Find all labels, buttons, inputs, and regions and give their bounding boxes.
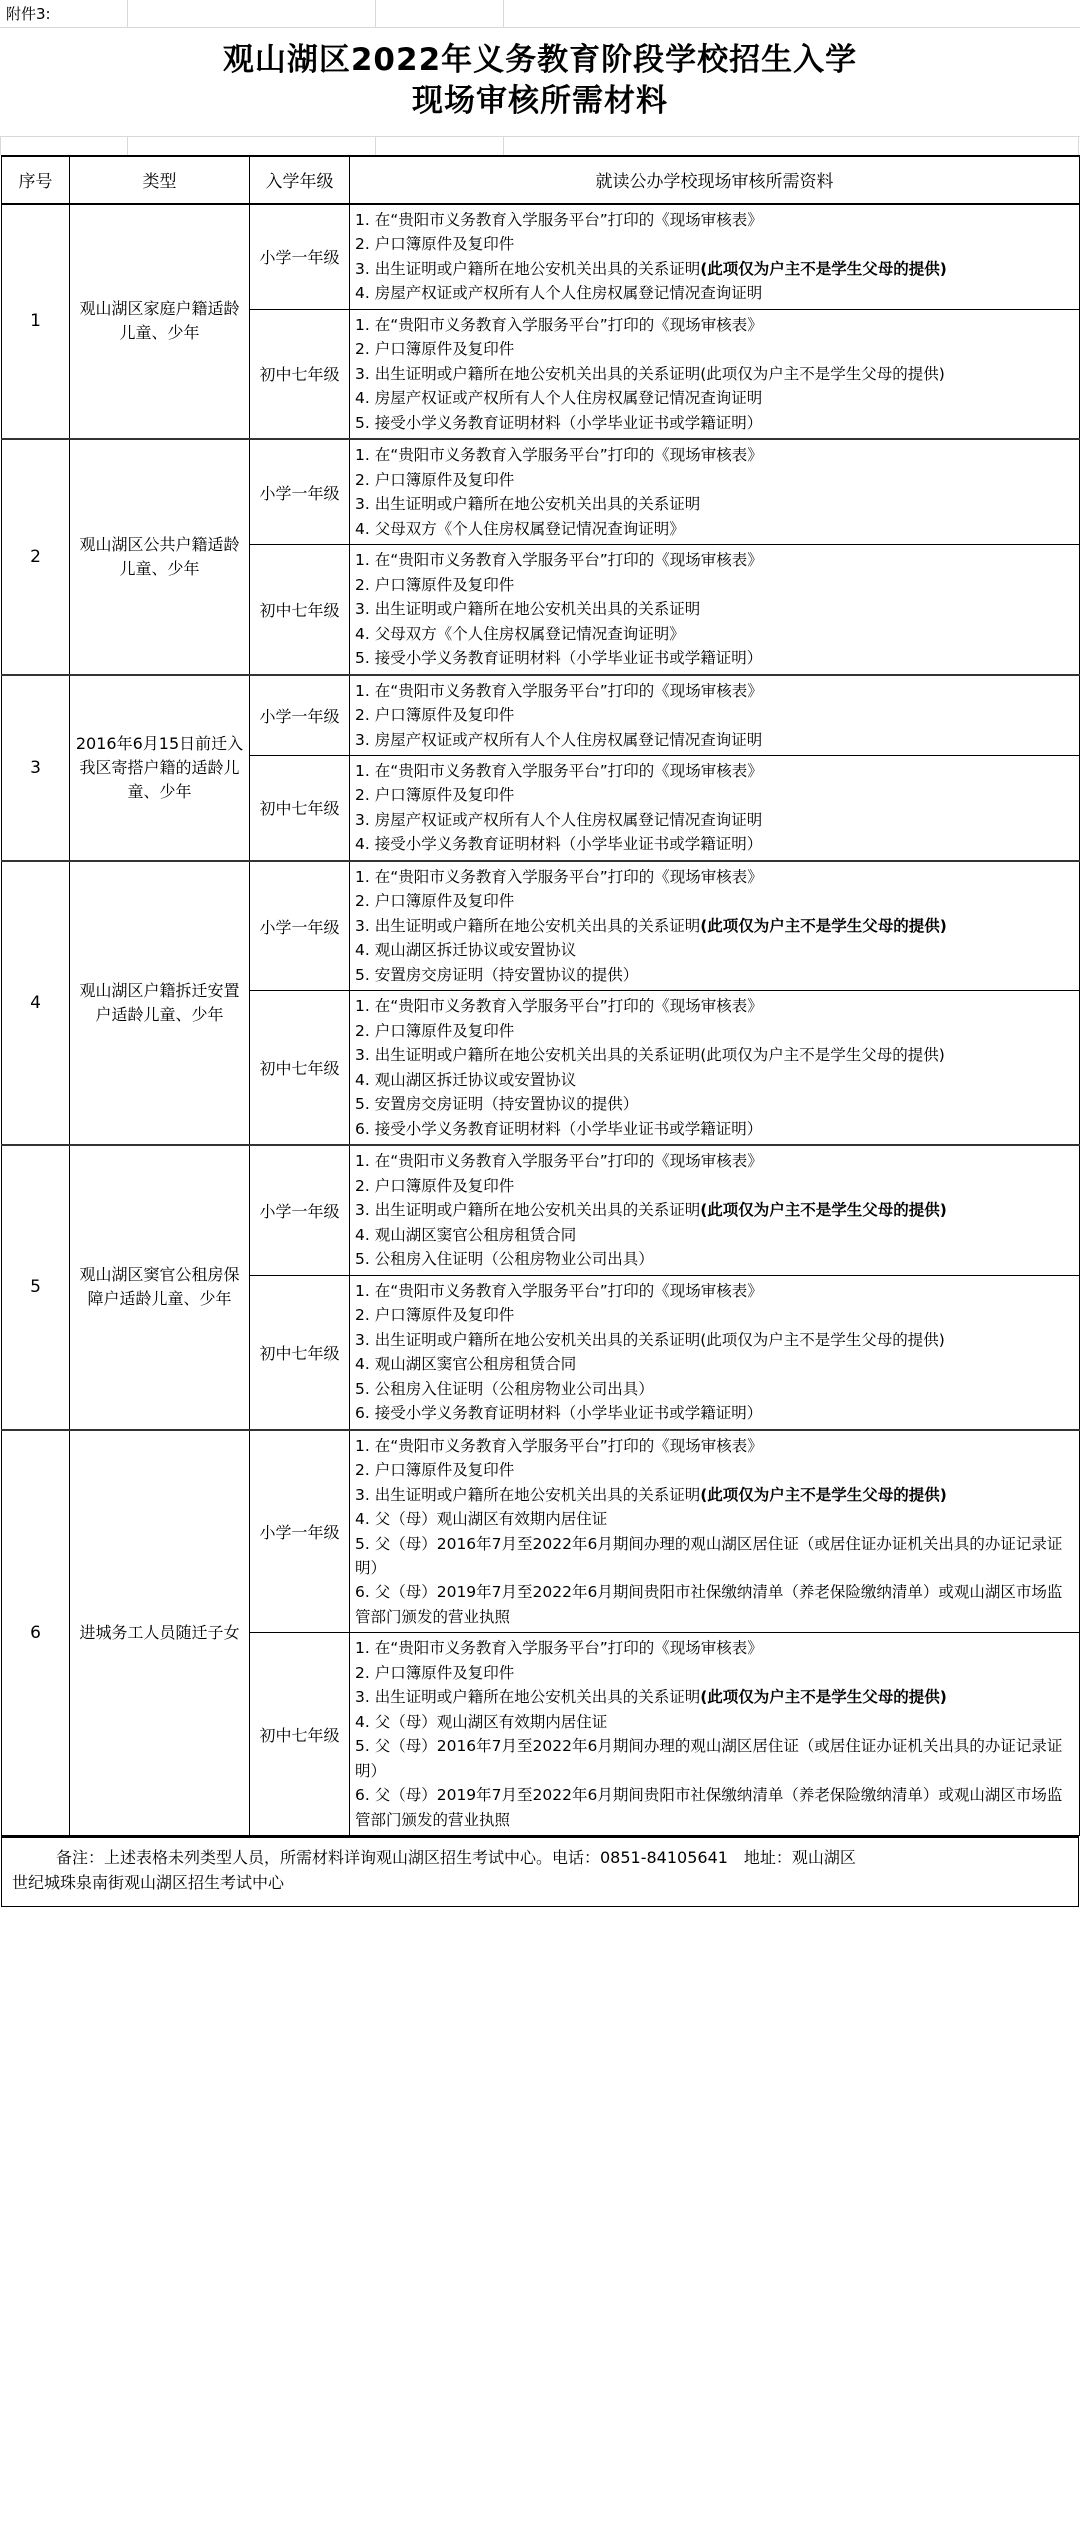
attachment-label: 附件3:: [0, 0, 128, 28]
row-type-cell: 观山湖区公共户籍适龄儿童、少年: [70, 439, 250, 674]
footer-note-line-2: 世纪城珠泉南街观山湖区招生考试中心: [12, 1873, 285, 1893]
material-item: 1. 在“贵阳市义务教育入学服务平台”打印的《现场审核表》: [355, 551, 763, 570]
material-item-emphasis: (此项仅为户主不是学生父母的提供): [700, 916, 947, 935]
materials-cell: [350, 675, 1080, 756]
material-item: 2. 户口簿原件及复印件: [355, 1176, 515, 1195]
col-header-no: 序号: [2, 156, 70, 204]
material-item: 6. 父（母）2019年7月至2022年6月期间贵阳市社保缴纳清单（养老保险缴纳清单）或观山湖区市场监管部门颁发的营业执照: [355, 1786, 1063, 1829]
material-item: 1. 在“贵阳市义务教育入学服务平台”打印的《现场审核表》: [355, 1152, 763, 1171]
material-item: 2. 户口簿原件及复印件: [355, 470, 515, 489]
materials-cell: [350, 309, 1080, 439]
materials-cell: [350, 1275, 1080, 1429]
table-row: [2, 439, 1080, 544]
material-item: 5. 接受小学义务教育证明材料（小学毕业证书或学籍证明）: [355, 413, 763, 432]
grade-cell: 初中七年级: [250, 1633, 350, 1836]
attachment-strip-cell-4: [504, 0, 1080, 28]
material-item: 3. 出生证明或户籍所在地公安机关出具的关系证明: [355, 495, 701, 514]
material-item: 1. 在“贵阳市义务教育入学服务平台”打印的《现场审核表》: [355, 210, 763, 229]
materials-cell: [350, 861, 1080, 991]
material-item: 6. 父（母）2019年7月至2022年6月期间贵阳市社保缴纳清单（养老保险缴纳清单）或观山湖区市场监管部门颁发的营业执照: [355, 1583, 1063, 1626]
grade-cell: 初中七年级: [250, 991, 350, 1145]
material-item: 3. 出生证明或户籍所在地公安机关出具的关系证明(此项仅为户主不是学生父母的提供): [355, 259, 947, 278]
material-item: 3. 出生证明或户籍所在地公安机关出具的关系证明(此项仅为户主不是学生父母的提供): [355, 1046, 945, 1065]
material-item: 5. 接受小学义务教育证明材料（小学毕业证书或学籍证明）: [355, 649, 763, 668]
material-item: 1. 在“贵阳市义务教育入学服务平台”打印的《现场审核表》: [355, 1281, 763, 1300]
material-item: 2. 户口簿原件及复印件: [355, 706, 515, 725]
spacer-cell-1: [0, 137, 128, 155]
row-number-cell: 6: [2, 1430, 70, 1836]
material-item: 3. 出生证明或户籍所在地公安机关出具的关系证明: [355, 600, 701, 619]
page-title-line-2: 现场审核所需材料: [412, 82, 668, 119]
page-title-line-1: 观山湖区2022年义务教育阶段学校招生入学: [222, 42, 858, 78]
material-item: 4. 父母双方《个人住房权属登记情况查询证明》: [355, 519, 685, 538]
row-number-cell: 4: [2, 861, 70, 1145]
row-type-cell: 进城务工人员随迁子女: [70, 1430, 250, 1836]
materials-cell: [350, 545, 1080, 675]
col-header-type: 类型: [70, 156, 250, 204]
row-number-cell: 3: [2, 675, 70, 861]
material-item: 2. 户口簿原件及复印件: [355, 892, 515, 911]
material-item: 4. 观山湖区拆迁协议或安置协议: [355, 941, 577, 960]
material-item: 5. 公租房入住证明（公租房物业公司出具）: [355, 1379, 654, 1398]
material-item: 2. 户口簿原件及复印件: [355, 786, 515, 805]
grade-cell: 小学一年级: [250, 1430, 350, 1633]
material-item: 6. 接受小学义务教育证明材料（小学毕业证书或学籍证明）: [355, 1404, 763, 1423]
material-item-emphasis: (此项仅为户主不是学生父母的提供): [700, 1201, 947, 1220]
page-title: [0, 28, 1080, 137]
material-item: 1. 在“贵阳市义务教育入学服务平台”打印的《现场审核表》: [355, 1639, 763, 1658]
table-row: [2, 1145, 1080, 1275]
attachment-strip-cell-3: [376, 0, 504, 28]
grade-cell: 初中七年级: [250, 545, 350, 675]
grade-cell: 小学一年级: [250, 439, 350, 544]
material-item: 1. 在“贵阳市义务教育入学服务平台”打印的《现场审核表》: [355, 997, 763, 1016]
row-type-cell: 观山湖区户籍拆迁安置户适龄儿童、少年: [70, 861, 250, 1145]
material-item-emphasis: (此项仅为户主不是学生父母的提供): [700, 1688, 947, 1707]
spacer-cell-3: [376, 137, 504, 155]
material-item: 5. 公租房入住证明（公租房物业公司出具）: [355, 1250, 654, 1269]
table-row: [2, 861, 1080, 991]
attachment-label-strip: [0, 0, 1080, 28]
material-item: 1. 在“贵阳市义务教育入学服务平台”打印的《现场审核表》: [355, 446, 763, 465]
materials-cell: [350, 439, 1080, 544]
material-item: 3. 出生证明或户籍所在地公安机关出具的关系证明(此项仅为户主不是学生父母的提供): [355, 364, 945, 383]
material-item: 3. 房屋产权证或产权所有人个人住房权属登记情况查询证明: [355, 810, 763, 829]
material-item: 5. 安置房交房证明（持安置协议的提供）: [355, 1095, 639, 1114]
grade-cell: 初中七年级: [250, 755, 350, 860]
row-type-cell: 观山湖区家庭户籍适龄儿童、少年: [70, 204, 250, 439]
material-item: 3. 房屋产权证或产权所有人个人住房权属登记情况查询证明: [355, 730, 763, 749]
materials-cell: [350, 1430, 1080, 1633]
material-item: 4. 房屋产权证或产权所有人个人住房权属登记情况查询证明: [355, 284, 763, 303]
material-item: 1. 在“贵阳市义务教育入学服务平台”打印的《现场审核表》: [355, 681, 763, 700]
materials-cell: [350, 991, 1080, 1145]
material-item: 3. 出生证明或户籍所在地公安机关出具的关系证明(此项仅为户主不是学生父母的提供): [355, 1330, 945, 1349]
materials-cell: [350, 1145, 1080, 1275]
material-item: 2. 户口簿原件及复印件: [355, 1021, 515, 1040]
material-item: 2. 户口簿原件及复印件: [355, 340, 515, 359]
material-item: 1. 在“贵阳市义务教育入学服务平台”打印的《现场审核表》: [355, 867, 763, 886]
materials-cell: [350, 204, 1080, 309]
material-item: 3. 出生证明或户籍所在地公安机关出具的关系证明(此项仅为户主不是学生父母的提供): [355, 1485, 947, 1504]
material-item: 4. 观山湖区窦官公租房租赁合同: [355, 1225, 577, 1244]
grade-cell: 小学一年级: [250, 204, 350, 309]
row-type-cell: 观山湖区窦官公租房保障户适龄儿童、少年: [70, 1145, 250, 1429]
material-item: 4. 父（母）观山湖区有效期内居住证: [355, 1510, 608, 1529]
material-item: 4. 接受小学义务教育证明材料（小学毕业证书或学籍证明）: [355, 835, 763, 854]
material-item: 2. 户口簿原件及复印件: [355, 235, 515, 254]
spacer-cell-2: [128, 137, 376, 155]
material-item: 4. 观山湖区窦官公租房租赁合同: [355, 1355, 577, 1374]
grade-cell: 小学一年级: [250, 675, 350, 756]
material-item: 4. 父母双方《个人住房权属登记情况查询证明》: [355, 624, 685, 643]
materials-cell: [350, 755, 1080, 860]
title-spacer-strip: [0, 137, 1080, 155]
table-row: [2, 675, 1080, 756]
grade-cell: 初中七年级: [250, 1275, 350, 1429]
material-item: 3. 出生证明或户籍所在地公安机关出具的关系证明(此项仅为户主不是学生父母的提供): [355, 916, 947, 935]
material-item: 5. 安置房交房证明（持安置协议的提供）: [355, 965, 639, 984]
grade-cell: 小学一年级: [250, 861, 350, 991]
col-header-materials: 就读公办学校现场审核所需资料: [350, 156, 1080, 204]
material-item: 5. 父（母）2016年7月至2022年6月期间办理的观山湖区居住证（或居住证办证机关出具的办证记录证明）: [355, 1534, 1063, 1577]
row-number-cell: 1: [2, 204, 70, 439]
grade-cell: 初中七年级: [250, 309, 350, 439]
materials-cell: [350, 1633, 1080, 1836]
table-body: [2, 204, 1080, 1836]
material-item: 1. 在“贵阳市义务教育入学服务平台”打印的《现场审核表》: [355, 761, 763, 780]
material-item: 4. 房屋产权证或产权所有人个人住房权属登记情况查询证明: [355, 389, 763, 408]
material-item: 2. 户口簿原件及复印件: [355, 1663, 515, 1682]
grade-cell: 小学一年级: [250, 1145, 350, 1275]
table-row: [2, 1430, 1080, 1633]
material-item: 1. 在“贵阳市义务教育入学服务平台”打印的《现场审核表》: [355, 1436, 763, 1455]
material-item: 2. 户口簿原件及复印件: [355, 1461, 515, 1480]
col-header-grade: 入学年级: [250, 156, 350, 204]
attachment-strip-cell-2: [128, 0, 376, 28]
material-item: 3. 出生证明或户籍所在地公安机关出具的关系证明(此项仅为户主不是学生父母的提供): [355, 1201, 947, 1220]
material-item: 4. 父（母）观山湖区有效期内居住证: [355, 1712, 608, 1731]
material-item: 2. 户口簿原件及复印件: [355, 575, 515, 594]
table-row: [2, 204, 1080, 309]
material-item-emphasis: (此项仅为户主不是学生父母的提供): [700, 259, 947, 278]
footer-note: [1, 1836, 1079, 1907]
row-type-cell: 2016年6月15日前迁入我区寄搭户籍的适龄儿童、少年: [70, 675, 250, 861]
requirements-table: [1, 155, 1080, 1837]
material-item: 4. 观山湖区拆迁协议或安置协议: [355, 1070, 577, 1089]
spacer-cell-4: [504, 137, 1079, 155]
footer-note-line-1: 备注：上述表格未列类型人员，所需材料详询观山湖区招生考试中心。电话：0851-84105641 地址：观山湖区: [56, 1848, 856, 1868]
material-item: 5. 父（母）2016年7月至2022年6月期间办理的观山湖区居住证（或居住证办证机关出具的办证记录证明）: [355, 1737, 1063, 1780]
row-number-cell: 5: [2, 1145, 70, 1429]
row-number-cell: 2: [2, 439, 70, 674]
table-header-row: [2, 156, 1080, 204]
material-item: 1. 在“贵阳市义务教育入学服务平台”打印的《现场审核表》: [355, 315, 763, 334]
material-item-emphasis: (此项仅为户主不是学生父母的提供): [700, 1485, 947, 1504]
material-item: 2. 户口簿原件及复印件: [355, 1306, 515, 1325]
material-item: 6. 接受小学义务教育证明材料（小学毕业证书或学籍证明）: [355, 1119, 763, 1138]
material-item: 3. 出生证明或户籍所在地公安机关出具的关系证明(此项仅为户主不是学生父母的提供): [355, 1688, 947, 1707]
